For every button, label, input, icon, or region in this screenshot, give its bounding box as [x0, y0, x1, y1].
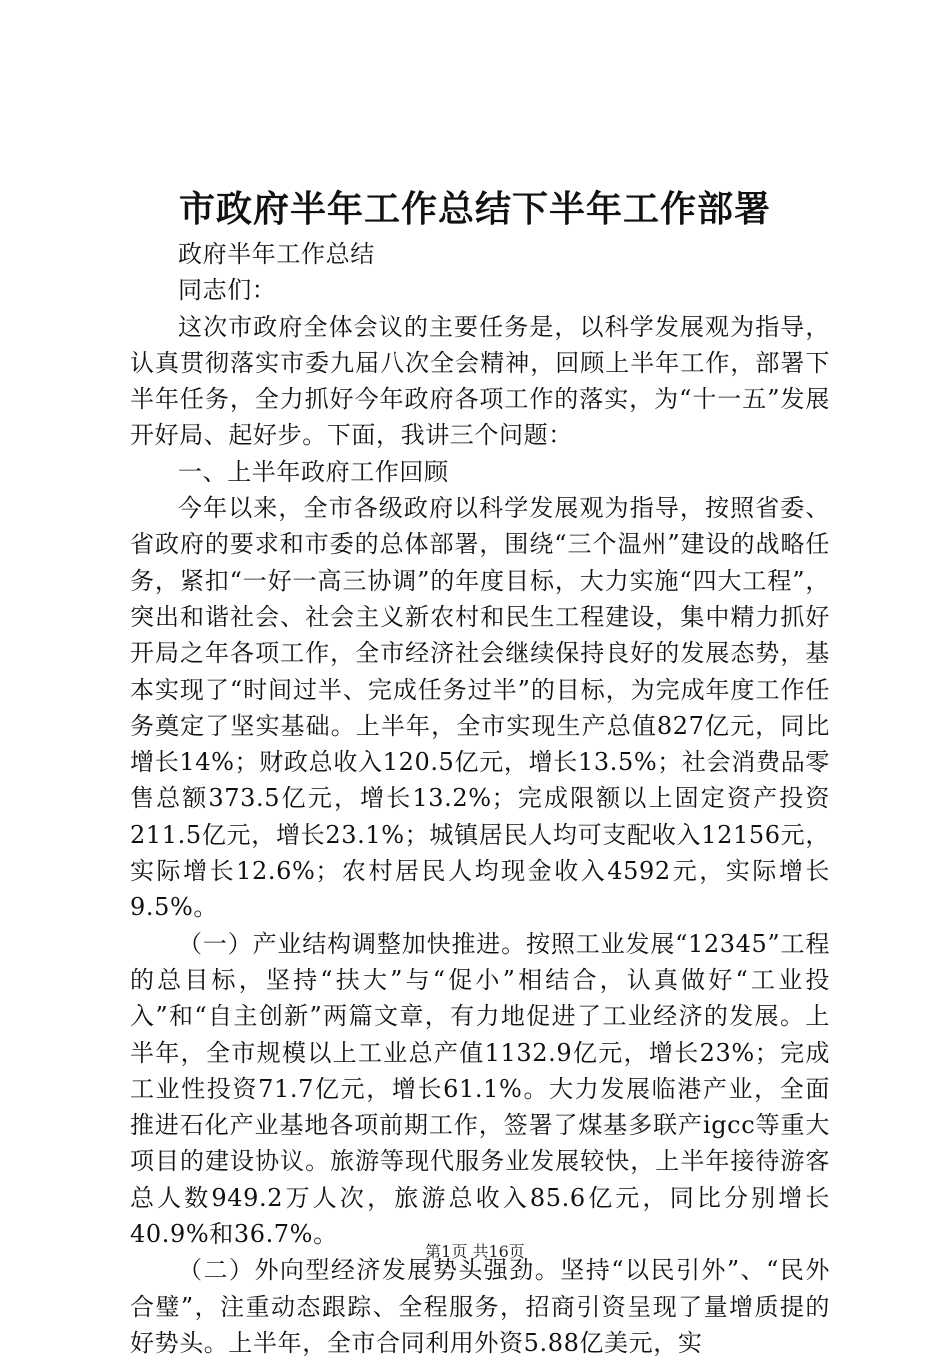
document-body: [130, 236, 830, 1361]
intro-paragraph: 这次市政府全体会议的主要任务是，以科学发展观为指导，认真贯彻落实市委九届八次全会精神，回顾上半年工作，部署下半年任务，全力抓好今年政府各项工作的落实，为“十一五”发展开好局、起好步。下面，我讲三个问题：: [130, 312, 830, 450]
foreign-economy-paragraph: （二）外向型经济发展势头强劲。坚持“以民引外”、“民外合璧”，注重动态跟踪、全程服务，招商引资呈现了量增质提的好势头。上半年，全市合同利用外资5.88亿美元，实: [130, 1256, 830, 1357]
document-title: 市政府半年工作总结下半年工作部署: [178, 188, 771, 230]
industry-paragraph: （一）产业结构调整加快推进。按照工业发展“12345”工程的总目标，坚持“扶大”与“促小”相结合，认真做好“工业投入”和“自主创新”两篇文章，有力地促进了工业经济的发展。上半年，全市规模以上工业总产值1132.9亿元，增长23%；完成工业性投资71.7亿元，增长61.1%。大力发展临港产业，全面推进石化产业基地各项前期工作，签署了煤基多联产igcc等重大项目的建设协议。旅游等现代服务业发展较快，上半年接待游客总人数949.2万人次，旅游总收入85.6亿元，同比分别增长40.9%和36.7%。: [130, 929, 830, 1249]
review-paragraph: 今年以来，全市各级政府以科学发展观为指导，按照省委、省政府的要求和市委的总体部署，围绕“三个温州”建设的战略任务，紧扣“一好一高三协调”的年度目标，大力实施“四大工程”，突出和谐社会、社会主义新农村和民生工程建设，集中精力抓好开局之年各项工作，全市经济社会继续保持良好的发展态势，基本实现了“时间过半、完成任务过半”的目标，为完成年度工作任务奠定了坚实基础。上半年，全市实现生产总值827亿元，同比增长14%；财政总收入120.5亿元，增长13.5%；社会消费品零售总额373.5亿元，增长13.2%；完成限额以上固定资产投资211.5亿元，增长23.1%；城镇居民人均可支配收入12156元，实际增长12.6%；农村居民人均现金收入4592元，实际增长9.5%。: [130, 494, 830, 922]
page-footer: 第1页 共16页: [425, 1242, 525, 1261]
salutation-paragraph: 同志们：: [178, 276, 277, 305]
section-heading: 一、上半年政府工作回顾: [178, 457, 449, 486]
subtitle-paragraph: 政府半年工作总结: [178, 240, 375, 268]
